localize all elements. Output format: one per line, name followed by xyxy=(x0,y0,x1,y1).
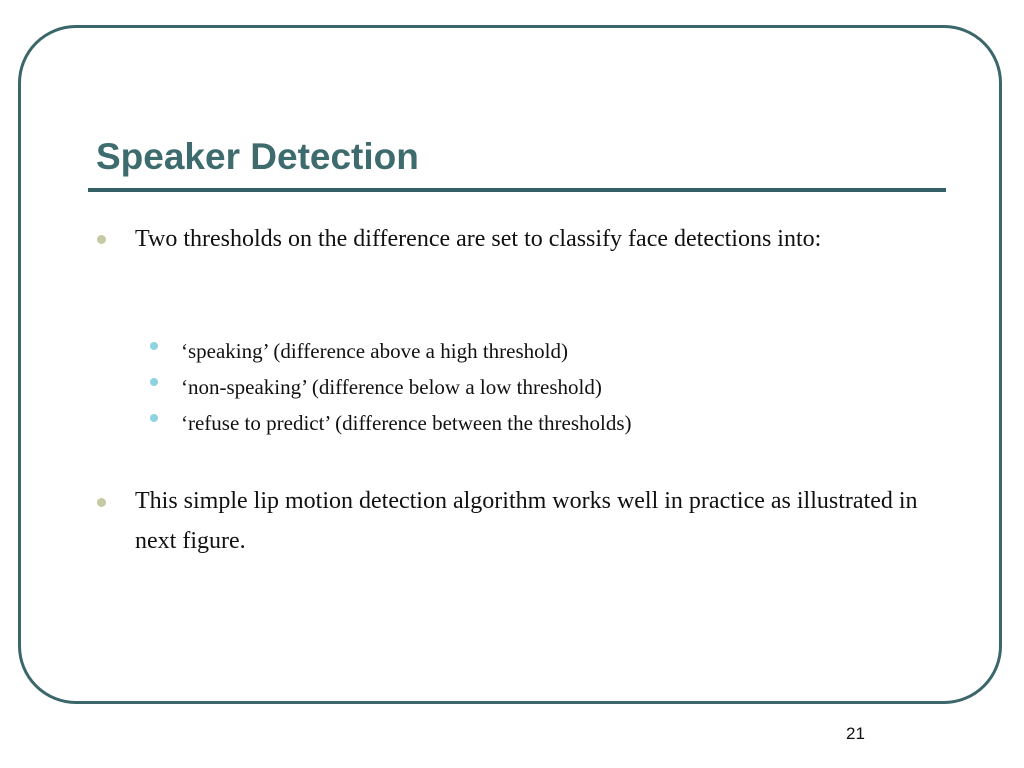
sub-bullet-text: ‘speaking’ (difference above a high threshold) xyxy=(181,339,568,363)
bullet-dot-icon xyxy=(97,235,106,244)
bullet-dot-icon xyxy=(97,498,106,507)
slide-frame xyxy=(18,25,1002,704)
sub-bullet-dot-icon xyxy=(150,342,158,350)
sub-bullet-text: ‘non-speaking’ (difference below a low threshold) xyxy=(181,375,602,399)
sub-bullet-text: ‘refuse to predict’ (difference between the thresholds) xyxy=(181,411,632,435)
title-underline xyxy=(88,188,946,192)
sub-bullet-dot-icon xyxy=(150,378,158,386)
slide-title: Speaker Detection xyxy=(96,136,419,177)
bullet-text: Two thresholds on the difference are set to classify face detections into: xyxy=(135,226,822,252)
sub-bullet-dot-icon xyxy=(150,414,158,422)
page-number: 21 xyxy=(846,724,865,743)
bullet-text: This simple lip motion detection algorithm works well in practice as illustrated in next figure. xyxy=(135,488,918,554)
